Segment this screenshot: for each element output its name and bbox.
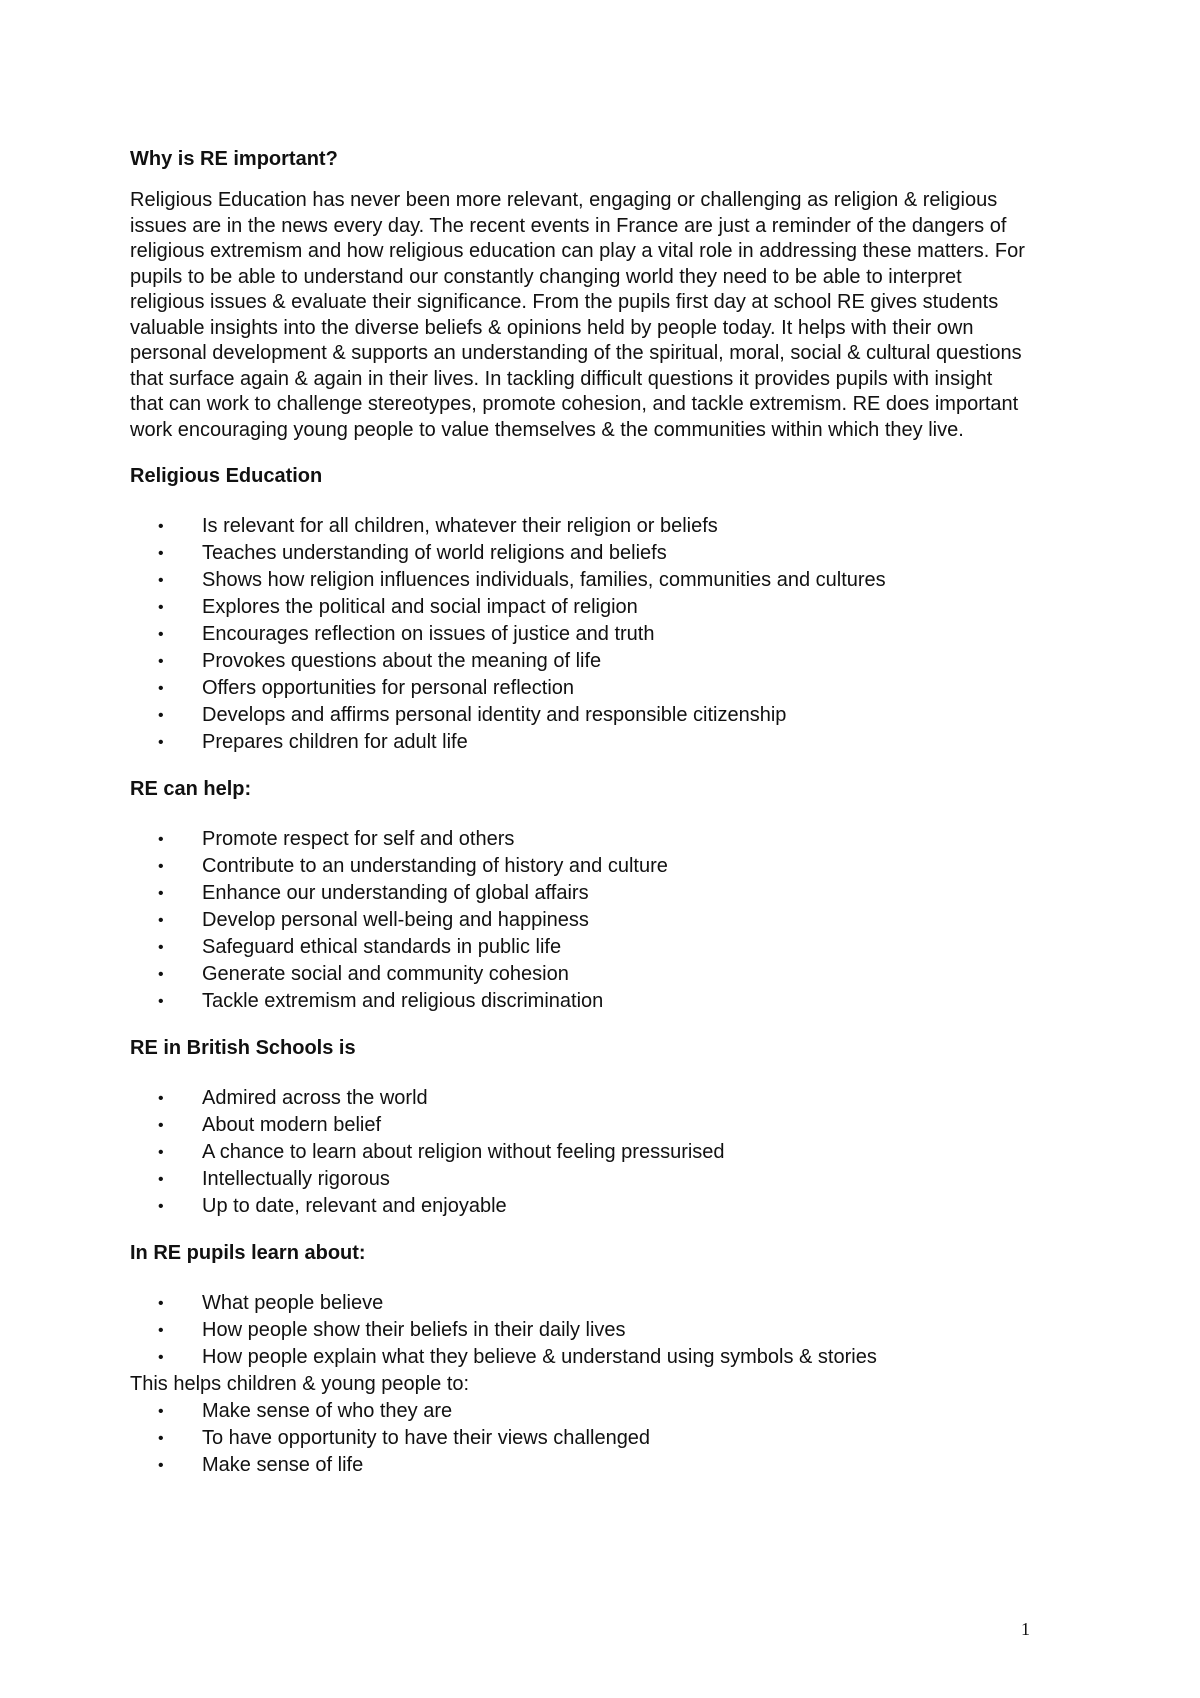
list-item: • Contribute to an understanding of history and culture [130, 853, 1030, 880]
bullet-icon: • [158, 993, 164, 1010]
bullet-icon: • [158, 626, 164, 643]
bullet-icon: • [158, 1171, 164, 1188]
bullet-icon: • [158, 1403, 164, 1420]
pupils-learn-about-list [130, 1290, 1030, 1371]
bullet-icon: • [158, 734, 164, 751]
list-item: • Up to date, relevant and enjoyable [130, 1193, 1030, 1220]
list-item: • To have opportunity to have their views challenged [130, 1425, 1030, 1452]
page-number: 1 [1021, 1619, 1030, 1639]
section-heading-re-in-british-schools: RE in British Schools is [130, 1037, 356, 1059]
list-item: • Explores the political and social impact of religion [130, 594, 1030, 621]
bullet-icon: • [158, 1322, 164, 1339]
list-item: • Is relevant for all children, whatever their religion or beliefs [130, 513, 1030, 540]
list-item: • Safeguard ethical standards in public life [130, 934, 1030, 961]
bullet-icon: • [158, 1117, 164, 1134]
bullet-icon: • [158, 885, 164, 902]
re-can-help-list [130, 826, 1030, 1015]
list-item: • About modern belief [130, 1112, 1030, 1139]
re-in-british-schools-list [130, 1085, 1030, 1220]
list-item: • Make sense of life [130, 1452, 1030, 1479]
bullet-icon: • [158, 858, 164, 875]
list-item: • Offers opportunities for personal reflection [130, 675, 1030, 702]
document-title: Why is RE important? [130, 148, 338, 170]
bullet-icon: • [158, 912, 164, 929]
bullet-icon: • [158, 1457, 164, 1474]
bullet-icon: • [158, 1349, 164, 1366]
bullet-icon: • [158, 831, 164, 848]
helps-list [130, 1398, 1030, 1479]
list-item: • Promote respect for self and others [130, 826, 1030, 853]
bullet-icon: • [158, 680, 164, 697]
list-item: • Shows how religion influences individuals, families, communities and cultures [130, 567, 1030, 594]
intro-paragraph: Religious Education has never been more relevant, engaging or challenging as religion & religious issues are in the news every day. The recent events in France are just a reminder of the dangers of religious extremism and how religious education can play a vital role in addressing these matters. For pupils to be able to understand our constantly changing world they need to be able to interpret religious issues & evaluate their significance. From the pupils first day at school RE gives students valuable insights into the diverse beliefs & opinions held by people today. It helps with their own personal development & supports an understanding of the spiritual, moral, social & cultural questions that surface again & again in their lives. In tackling difficult questions it provides pupils with insight that can work to challenge stereotypes, promote cohesion, and tackle extremism. RE does important work encouraging young people to value themselves & the communities within which they live. [130, 189, 1025, 441]
helps-intro-line: This helps children & young people to: [130, 1373, 470, 1395]
list-item: • A chance to learn about religion without feeling pressurised [130, 1139, 1030, 1166]
list-item: • Intellectually rigorous [130, 1166, 1030, 1193]
bullet-icon: • [158, 518, 164, 535]
bullet-icon: • [158, 1295, 164, 1312]
bullet-icon: • [158, 599, 164, 616]
bullet-icon: • [158, 1198, 164, 1215]
list-item: • Develops and affirms personal identity and responsible citizenship [130, 702, 1030, 729]
list-item: • Admired across the world [130, 1085, 1030, 1112]
list-item: • Develop personal well-being and happiness [130, 907, 1030, 934]
list-item: • Generate social and community cohesion [130, 961, 1030, 988]
bullet-icon: • [158, 1090, 164, 1107]
list-item: • How people explain what they believe & understand using symbols & stories [130, 1344, 1030, 1371]
section-heading-religious-education: Religious Education [130, 465, 323, 487]
list-item: • Enhance our understanding of global affairs [130, 880, 1030, 907]
bullet-icon: • [158, 572, 164, 589]
bullet-icon: • [158, 939, 164, 956]
list-item: • Tackle extremism and religious discrimination [130, 988, 1030, 1015]
bullet-icon: • [158, 966, 164, 983]
religious-education-list [130, 513, 1030, 756]
list-item: • Prepares children for adult life [130, 729, 1030, 756]
list-item: • What people believe [130, 1290, 1030, 1317]
bullet-icon: • [158, 1430, 164, 1447]
list-item: • Encourages reflection on issues of justice and truth [130, 621, 1030, 648]
document-page [130, 146, 1030, 1479]
bullet-icon: • [158, 545, 164, 562]
list-item: • Make sense of who they are [130, 1398, 1030, 1425]
bullet-icon: • [158, 1144, 164, 1161]
bullet-icon: • [158, 707, 164, 724]
list-item: • Provokes questions about the meaning of life [130, 648, 1030, 675]
bullet-icon: • [158, 653, 164, 670]
list-item: • How people show their beliefs in their daily lives [130, 1317, 1030, 1344]
list-item: • Teaches understanding of world religions and beliefs [130, 540, 1030, 567]
section-heading-re-can-help: RE can help: [130, 778, 252, 800]
section-heading-in-re-pupils-learn-about: In RE pupils learn about: [130, 1242, 366, 1264]
